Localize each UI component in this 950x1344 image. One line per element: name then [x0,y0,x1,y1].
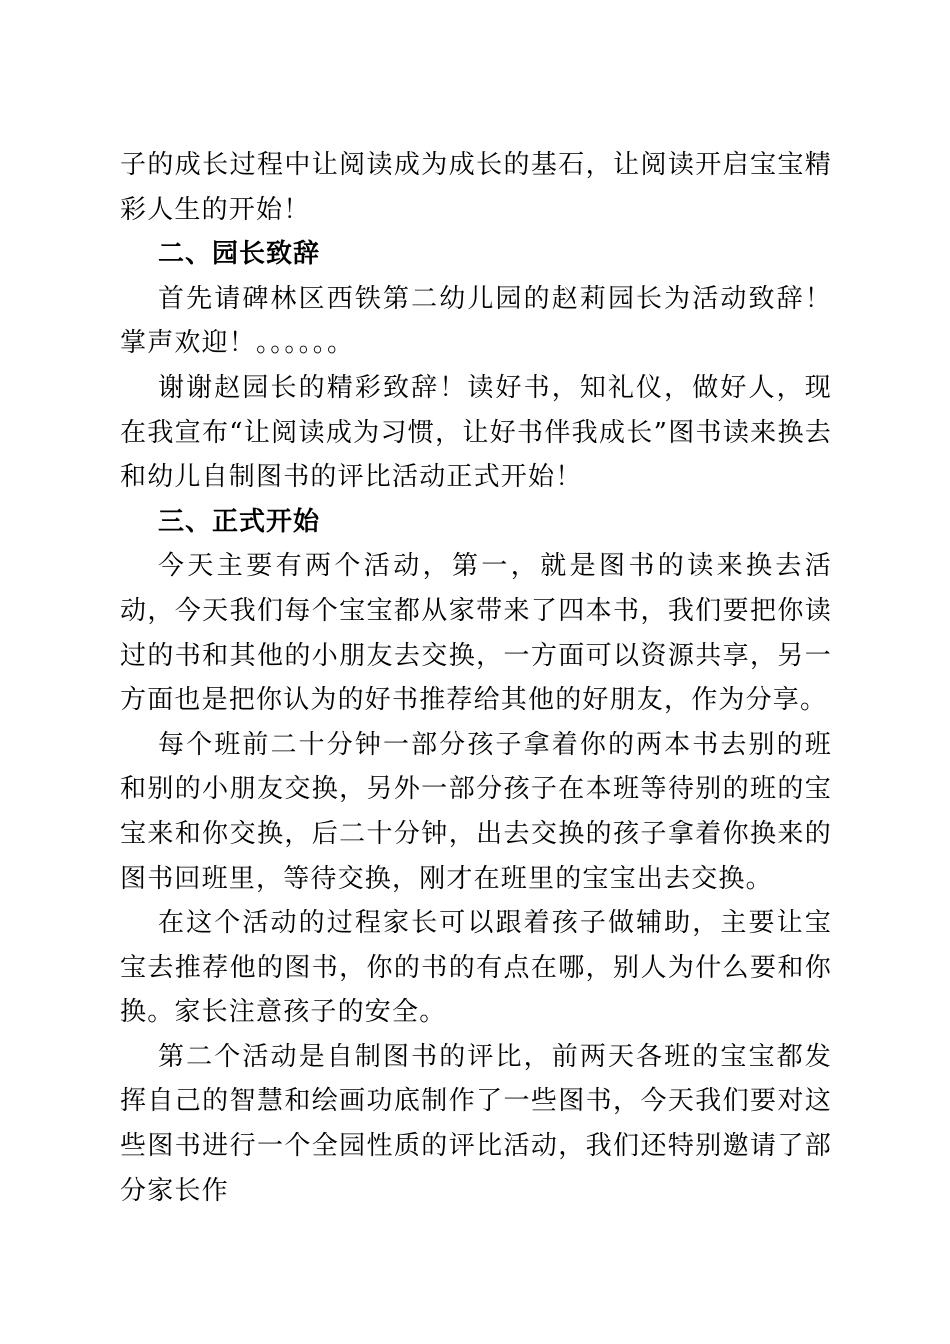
section-heading-official-start: 三、正式开始 [158,506,321,537]
section-heading-principal-speech: 二、园长致辞 [158,239,321,270]
paragraph-opening-announcement: 谢谢赵园长的精彩致辞！读好书，知礼仪，做好人，现在我宣布“让阅读成为习惯，让好书伴我成长”图书读来换去和幼儿自制图书的评比活动正式开始！ [120,372,832,493]
paragraph-principal-invitation: 首先请碑林区西铁第二幼儿园的赵莉园长为活动致辞！掌声欢迎！。。。。。。 [120,283,832,359]
paragraph-parent-assistance: 在这个活动的过程家长可以跟着孩子做辅助，主要让宝宝去推荐他的图书，你的书的有点在哪，别人为什么要和你换。家长注意孩子的安全。 [120,908,832,1028]
paragraph-handmade-book-contest: 第二个活动是自制图书的评比，前两天各班的宝宝都发挥自己的智慧和绘画功底制作了一些图书，今天我们要对这些图书进行一个全园性质的评比活动，我们还特别邀请了部分家长作 [120,1041,832,1206]
paragraph-exchange-procedure: 每个班前二十分钟一部分孩子拿着你的两本书去别的班和别的小朋友交换，另外一部分孩子在本班等待别的班的宝宝来和你交换，后二十分钟，出去交换的孩子拿着你换来的图书回班里，等待交换，刚才在班里的宝宝出去交换。 [120,729,832,894]
paragraph-book-exchange-intro: 今天主要有两个活动，第一，就是图书的读来换去活动，今天我们每个宝宝都从家带来了四本书，我们要把你读过的书和其他的小朋友去交换，一方面可以资源共享，另一方面也是把你认为的好书推荐给其他的好朋友，作为分享。 [120,551,832,716]
document-body [120,143,832,1213]
paragraph-continuation: 子的成长过程中让阅读成为成长的基石，让阅读开启宝宝精彩人生的开始！ [120,150,832,225]
